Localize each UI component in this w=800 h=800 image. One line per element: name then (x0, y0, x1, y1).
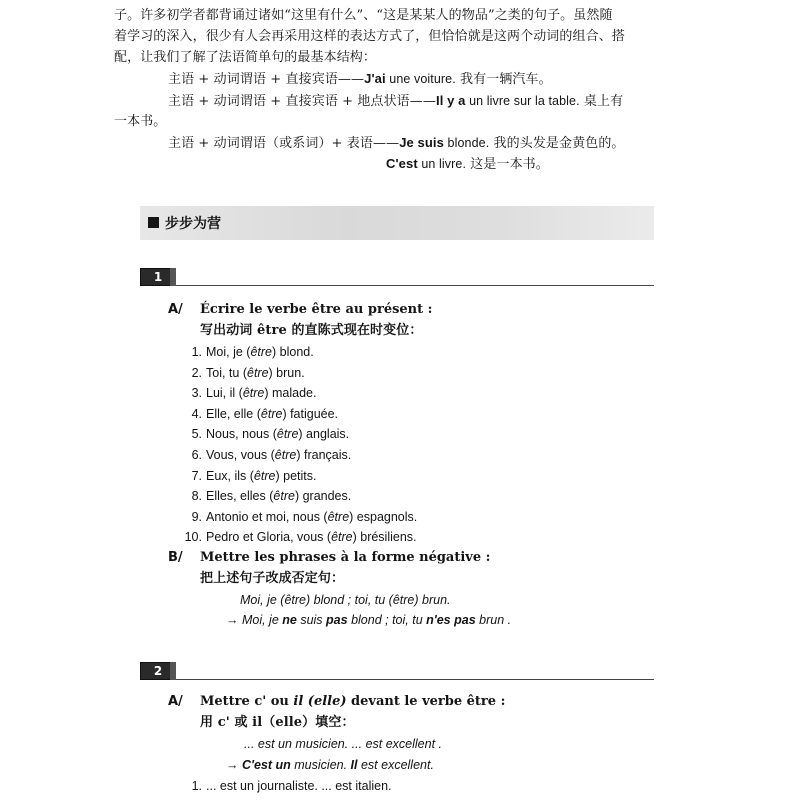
exercise-item: 9. Antonio et moi, nous (être) espagnols. (191, 510, 418, 524)
structure-pattern: 主语 + 动词谓语 + 直接宾语—— (168, 72, 365, 87)
structure-example: un livre. (417, 157, 467, 171)
structure-translation: 我有一辆汽车。 (455, 72, 552, 87)
exercise-2-badge: 2 (140, 662, 176, 680)
structure-translation: 这是一本书。 (466, 157, 549, 172)
intro-line-3: 配，让我们了解了法语简单句的最基本结构： (114, 50, 377, 65)
intro-line-1: 子。许多初学者都背诵过诸如“这里有什么”、“这是某某人的物品”之类的句子。虽然随 (114, 8, 613, 23)
structure-example-bold: Je suis (399, 135, 444, 150)
exercise-item: 8. Elles, elles (être) grandes. (191, 489, 352, 503)
structure-example-bold: J'ai (364, 71, 386, 86)
ex1-partA-label: A/ (168, 302, 183, 317)
ex1-partB-label: B/ (168, 550, 183, 565)
structure-example-bold: Il y a (435, 93, 466, 108)
ex1-partB-instruction-fr: Mettre les phrases à la forme négative : (200, 550, 491, 565)
exercise-item: 7. Eux, ils (être) petits. (191, 469, 317, 483)
structure-translation: 我的头发是金黄色的。 (489, 136, 625, 151)
structure-1 (168, 69, 552, 90)
ex1-partB-answer: → Moi, je ne suis pas blond ; toi, tu n'es pas brun . (226, 613, 512, 627)
structure-pattern: 主语 + 动词谓语 + 直接宾语 + 地点状语—— (168, 94, 436, 109)
ex2-partA-example: ... est un musicien. ... est excellent . (244, 737, 443, 751)
section-square-icon (148, 217, 159, 228)
structure-example-bold: C'est (386, 156, 418, 171)
section-title: 步步为营 (165, 216, 221, 232)
exercise-2-rule (176, 679, 654, 680)
structure-2 (168, 91, 623, 112)
ex1-partA-instruction-fr: Écrire le verbe être au présent : (200, 302, 433, 317)
exercise-1-rule (176, 285, 654, 286)
ex1-partA-instruction-zh: 写出动词 être 的直陈式现在时变位： (200, 323, 423, 338)
intro-line-2: 着学习的深入，很少有人会再采用这样的表达方式了，但恰恰就是这两个动词的组合、搭 (114, 29, 625, 44)
ex2-partA-instruction-zh: 用 c' 或 il（elle）填空： (200, 715, 355, 730)
structure-example: un livre sur la table. (465, 94, 580, 108)
ex1-partB-example: Moi, je (être) blond ; toi, tu (être) brun. (240, 593, 451, 607)
exercise-item: 6. Vous, vous (être) français. (191, 448, 352, 462)
exercise-item: 2. Toi, tu (être) brun. (191, 366, 305, 380)
structure-example: blonde. (443, 136, 490, 150)
exercise-item: 5. Nous, nous (être) anglais. (191, 427, 350, 441)
ex2-partA-answer: → C'est un musicien. Il est excellent. (226, 758, 434, 772)
exercise-item: 10. Pedro et Gloria, vous (être) brésiliens. (184, 530, 417, 544)
structure-example: une voiture. (385, 72, 456, 86)
ex2-partA-label: A/ (168, 694, 183, 709)
structure-3 (168, 133, 625, 154)
structure-pattern: 主语 + 动词谓语（或系词）+ 表语—— (168, 136, 400, 151)
exercise-item: 4. Elle, elle (être) fatiguée. (191, 407, 339, 421)
structure-2-continuation: 一本书。 (114, 114, 167, 129)
exercise-1-badge: 1 (140, 268, 176, 286)
exercise-item: 1. ... est un journaliste. ... est italien. (191, 779, 392, 793)
exercise-item: 1. Moi, je (être) blond. (191, 345, 314, 359)
structure-4 (386, 154, 549, 175)
ex2-partA-instruction-fr: Mettre c' ou il (elle) devant le verbe être : (200, 694, 506, 709)
ex1-partB-instruction-zh: 把上述句子改成否定句： (200, 571, 345, 586)
structure-translation: 桌上有 (579, 94, 624, 109)
exercise-item: 3. Lui, il (être) malade. (191, 386, 317, 400)
